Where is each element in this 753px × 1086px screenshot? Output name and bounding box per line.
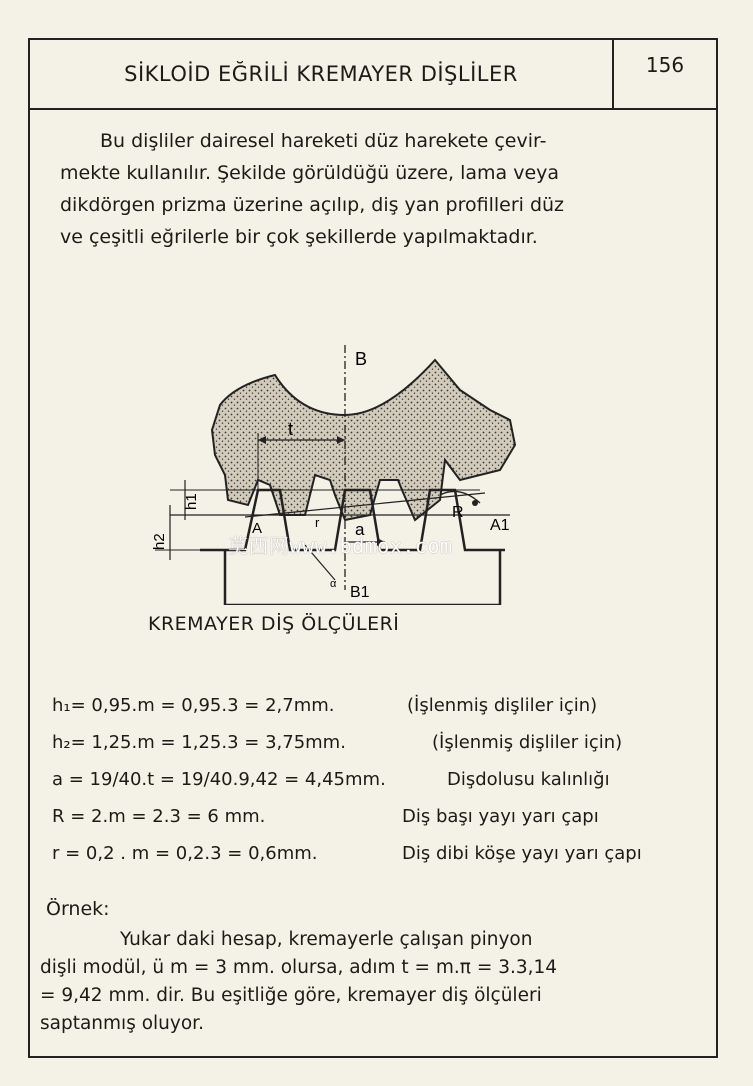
label-t: t xyxy=(288,419,294,439)
label-a: a xyxy=(355,520,365,539)
example-paragraph xyxy=(40,926,670,1038)
intro-line: ve çeşitli eğrilerle bir çok şekillerde yapılmaktadır. xyxy=(60,226,538,248)
formula-row xyxy=(52,695,692,732)
label-b1: B1 xyxy=(350,584,370,601)
label-root-radius: r xyxy=(315,515,320,530)
watermark: 莫西网www.bdmox.com xyxy=(228,534,453,558)
label-a-point: A xyxy=(252,520,263,537)
intro-paragraph xyxy=(60,125,670,253)
label-h1: h1 xyxy=(183,493,200,510)
formula-row xyxy=(52,806,692,843)
formula-note: (İşlenmiş dişliler için) xyxy=(407,695,598,716)
formula-note: Diş dibi köşe yayı yarı çapı xyxy=(402,843,642,864)
example-line: = 9,42 mm. dir. Bu eşitliğe göre, kremayer diş ölçüleri xyxy=(40,985,542,1006)
formula-list xyxy=(52,695,692,880)
formula-expression: h₂= 1,25.m = 1,25.3 = 3,75mm. xyxy=(52,732,346,753)
label-h2: h2 xyxy=(151,533,168,550)
label-b: B xyxy=(355,349,368,369)
formula-note: Dişdolusu kalınlığı xyxy=(447,769,610,790)
formula-expression: h₁= 0,95.m = 0,95.3 = 2,7mm. xyxy=(52,695,335,716)
formula-row xyxy=(52,843,692,880)
label-r: R xyxy=(452,504,464,521)
intro-line: dikdörgen prizma üzerine açılıp, diş yan profilleri düz xyxy=(60,194,565,216)
example-line: Yukar daki hesap, kremayerle çalışan pinyon xyxy=(120,929,533,950)
intro-line: Bu dişliler dairesel hareketi düz harekete çevir- xyxy=(100,130,547,152)
intro-line: mekte kullanılır. Şekilde görüldüğü üzere, lama veya xyxy=(60,162,560,184)
formula-expression: r = 0,2 . m = 0,2.3 = 0,6mm. xyxy=(52,843,318,864)
example-line: saptanmış oluyor. xyxy=(40,1013,204,1034)
page-number: 156 xyxy=(645,53,685,77)
formula-row xyxy=(52,769,692,806)
formula-expression: R = 2.m = 2.3 = 6 mm. xyxy=(52,806,266,827)
rack-gear-diagram xyxy=(140,305,560,605)
formula-expression: a = 19/40.t = 19/40.9,42 = 4,45mm. xyxy=(52,769,386,790)
label-a1: A1 xyxy=(490,517,510,534)
formula-row xyxy=(52,732,692,769)
example-label: Örnek: xyxy=(46,898,110,920)
formula-note: (İşlenmiş dişliler için) xyxy=(432,732,623,753)
header xyxy=(30,40,716,110)
label-alpha: α xyxy=(330,578,337,590)
formula-note: Diş başı yayı yarı çapı xyxy=(402,806,599,827)
section-title: KREMAYER DİŞ ÖLÇÜLERİ xyxy=(148,613,400,635)
example-line: dişli modül, ü m = 3 mm. olursa, adım t = m.π = 3.3,14 xyxy=(40,957,558,978)
page-title: SİKLOİD EĞRİLİ KREMAYER DİŞLİLER xyxy=(124,62,518,86)
